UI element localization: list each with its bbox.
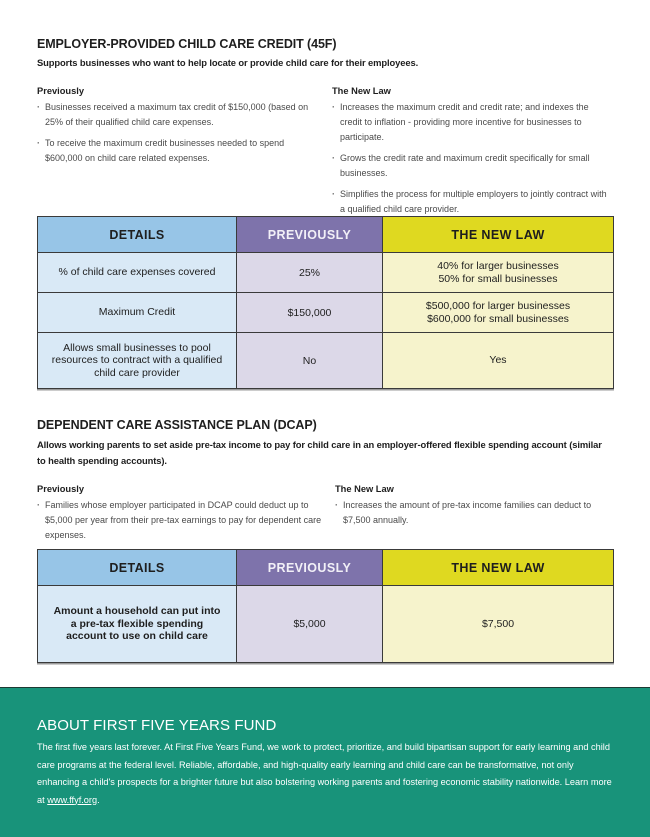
cell-details: % of child care expenses covered [38, 253, 237, 293]
section1-new-law [332, 84, 607, 223]
footer-trailing: . [97, 794, 100, 805]
section2-previously [37, 482, 327, 549]
section1-new-law-heading: The New Law [332, 86, 391, 96]
list-item: · Businesses received a maximum tax credit of $150,000 (based on 25% of their qualified child care expenses. [37, 100, 322, 130]
about-footer [0, 687, 650, 837]
list-item: · Families whose employer participated in DCAP could deduct up to $5,000 per year from their pre-tax earnings to pay for dependent care expenses. [37, 498, 327, 543]
section1-comparison-table [37, 216, 614, 389]
section2-subtitle: Allows working parents to set aside pre-tax income to pay for child care in an employer-offered flexible spending account (similar to health spending accounts). [37, 439, 602, 466]
section2-previously-heading: Previously [37, 484, 85, 494]
table-header-row [38, 550, 614, 586]
table-row [38, 293, 614, 333]
list-item: · Increases the amount of pre-tax income families can deduct to $7,500 annually. [335, 498, 595, 528]
section1-previously-heading: Previously [37, 86, 85, 96]
list-item: · Increases the maximum credit and credit rate; and indexes the credit to inflation - providing more incentive for businesses to participate. [332, 100, 607, 145]
list-item: · To receive the maximum credit businesses needed to spend $600,000 on child care related expenses. [37, 136, 322, 166]
ffyf-link[interactable]: www.ffyf.org [47, 794, 98, 805]
cell-line: 40% for larger businesses [437, 260, 559, 272]
section1-title: EMPLOYER-PROVIDED CHILD CARE CREDIT (45F) [37, 37, 337, 51]
section2-new-law [335, 482, 595, 534]
header-new-law: THE NEW LAW [383, 217, 614, 253]
cell-new-law: Yes [383, 333, 614, 389]
cell-line: $600,000 for small businesses [427, 312, 569, 325]
header-details: DETAILS [38, 550, 237, 586]
cell-previously: No [237, 333, 383, 389]
section1-previously [37, 84, 322, 172]
cell-line: 50% for small businesses [438, 272, 558, 285]
cell-previously: $150,000 [237, 293, 383, 333]
cell-new-law [383, 293, 614, 333]
header-previously: PREVIOUSLY [237, 550, 383, 586]
cell-previously: $5,000 [237, 586, 383, 663]
cell-details: Amount a household can put into a pre-tax flexible spending account to use on child care [38, 586, 237, 663]
footer-body [37, 739, 617, 809]
list-item: · Grows the credit rate and maximum credit specifically for small businesses. [332, 151, 607, 181]
cell-previously: 25% [237, 253, 383, 293]
section2-comparison-table [37, 549, 614, 663]
cell-details: Maximum Credit [38, 293, 237, 333]
section2-new-law-heading: The New Law [335, 484, 394, 494]
table-row [38, 333, 614, 389]
footer-body-text: The first five years last forever. At First Five Years Fund, we work to protect, prioritize, and build bipartisan support for early learning and child care programs at the federal level. Reliable, affordable, and high-quality early learning and child care can be transformative, not only enhancing a child's prospects for a brighter future but also bolstering working parents and fostering economic stability nationwide. Learn more at [37, 742, 612, 805]
table-header-row [38, 217, 614, 253]
header-previously: PREVIOUSLY [237, 217, 383, 253]
header-details: DETAILS [38, 217, 237, 253]
header-new-law: THE NEW LAW [383, 550, 614, 586]
section1-subtitle: Supports businesses who want to help locate or provide child care for their employees. [37, 57, 419, 68]
cell-new-law [383, 253, 614, 293]
cell-line: $500,000 for larger businesses [425, 300, 571, 312]
section2-title: DEPENDENT CARE ASSISTANCE PLAN (DCAP) [37, 418, 317, 432]
table-row [38, 586, 614, 663]
footer-title: ABOUT FIRST FIVE YEARS FUND [37, 717, 277, 734]
list-item: · Simplifies the process for multiple employers to jointly contract with a qualified child care provider. [332, 187, 607, 217]
cell-new-law: $7,500 [383, 586, 614, 663]
table-row [38, 253, 614, 293]
cell-details: Allows small businesses to pool resources to contract with a qualified child care provider [38, 333, 237, 389]
